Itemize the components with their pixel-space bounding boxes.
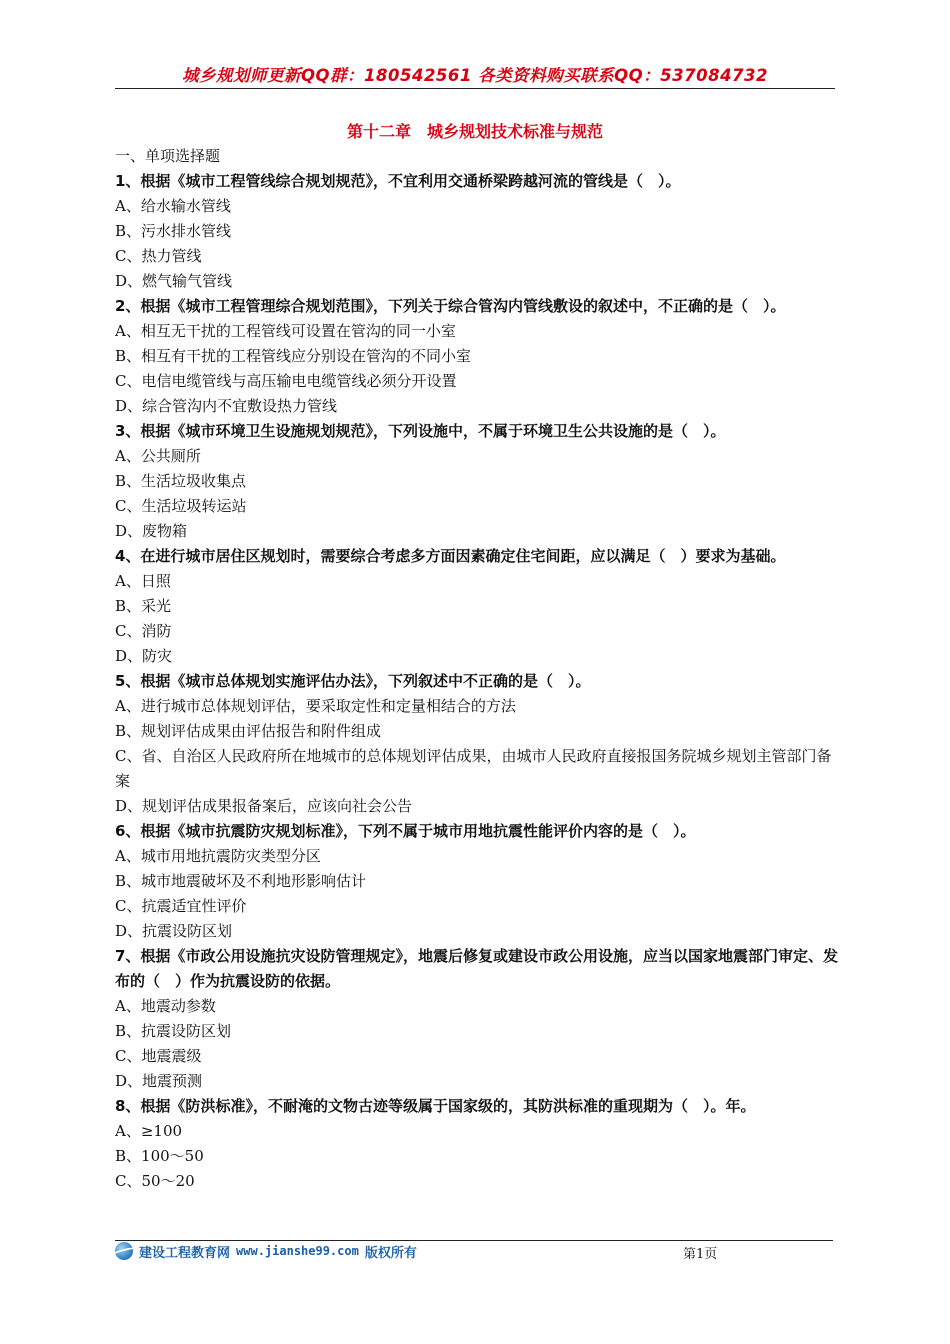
question-6: 6、根据《城市抗震防灾规划标准》，下列不属于城市用地抗震性能评价内容的是（ ）。 [115, 822, 696, 840]
footer-site-name: 建设工程教育网 [139, 1245, 231, 1261]
option-8a: A、≥100 [115, 1122, 183, 1140]
option-6d: D、抗震设防区划 [115, 922, 233, 940]
header-banner: 城乡规划师更新QQ群：180542561 各类资料购买联系QQ：537084732 [181, 66, 768, 85]
question-2: 2、根据《城市工程管理综合规划范围》，下列关于综合管沟内管线敷设的叙述中，不正确的是（ ）。 [115, 297, 786, 315]
footer-logo [115, 1240, 417, 1262]
option-6b: B、城市地震破坏及不利地形影响估计 [115, 872, 367, 890]
option-3a: A、公共厕所 [115, 447, 201, 465]
option-6a: A、城市用地抗震防灾类型分区 [115, 847, 321, 865]
option-7a: A、地震动参数 [115, 997, 216, 1015]
chapter-title: 第十二章 城乡规划技术标准与规范 [346, 122, 603, 141]
option-4d: D、防灾 [115, 647, 173, 665]
option-1d: D、燃气输气管线 [115, 272, 233, 290]
option-4c: C、消防 [115, 622, 172, 640]
option-8b: B、100～50 [115, 1147, 204, 1165]
option-6c: C、抗震适宜性评价 [115, 897, 247, 915]
question-3: 3、根据《城市环境卫生设施规划规范》，下列设施中，不属于环境卫生公共设施的是（ ）。 [115, 422, 726, 440]
option-4b: B、采光 [115, 597, 172, 615]
option-2c: C、电信电缆管线与高压输电电缆管线必须分开设置 [115, 372, 457, 390]
section-heading: 一、单项选择题 [115, 147, 221, 165]
option-2a: A、相互无干扰的工程管线可设置在管沟的同一小室 [115, 322, 456, 340]
option-2d: D、综合管沟内不宜敷设热力管线 [115, 397, 338, 415]
footer-url[interactable]: www.jianshe99.com [236, 1244, 359, 1258]
footer-divider [115, 1240, 833, 1241]
header-divider [115, 88, 835, 89]
question-5: 5、根据《城市总体规划实施评估办法》，下列叙述中不正确的是（ ）。 [115, 672, 591, 690]
option-3d: D、废物箱 [115, 522, 188, 540]
question-4: 4、在进行城市居住区规划时，需要综合考虑多方面因素确定住宅间距，应以满足（ ）要求为基础。 [115, 547, 786, 565]
option-7d: D、地震预测 [115, 1072, 203, 1090]
globe-icon [115, 1242, 133, 1260]
option-5a: A、进行城市总体规划评估，要采取定性和定量相结合的方法 [115, 697, 516, 715]
option-5c: C、省、自治区人民政府所在地城市的总体规划评估成果，由城市人民政府直接报国务院城乡规划主管部门备案 [115, 747, 832, 790]
option-3c: C、生活垃圾转运站 [115, 497, 247, 515]
option-5b: B、规划评估成果由评估报告和附件组成 [115, 722, 382, 740]
option-4a: A、日照 [115, 572, 171, 590]
page-number: 第1页 [683, 1247, 718, 1262]
option-1b: B、污水排水管线 [115, 222, 232, 240]
option-3b: B、生活垃圾收集点 [115, 472, 247, 490]
footer-rights: 版权所有 [364, 1245, 417, 1261]
question-1: 1、根据《城市工程管线综合规划规范》，不宜利用交通桥梁跨越河流的管线是（ ）。 [115, 172, 681, 190]
option-5d: D、规划评估成果报备案后，应该向社会公告 [115, 797, 413, 815]
option-1c: C、热力管线 [115, 247, 202, 265]
option-8c: C、50～20 [115, 1172, 195, 1190]
option-7b: B、抗震设防区划 [115, 1022, 232, 1040]
question-list [115, 144, 840, 1194]
option-2b: B、相互有干扰的工程管线应分别设在管沟的不同小室 [115, 347, 472, 365]
option-7c: C、地震震级 [115, 1047, 202, 1065]
question-7: 7、根据《市政公用设施抗灾设防管理规定》，地震后修复或建设市政公用设施，应当以国家地震部门审定、发布的（ ）作为抗震设防的依据。 [115, 947, 838, 990]
option-1a: A、给水输水管线 [115, 197, 231, 215]
question-8: 8、根据《防洪标准》，不耐淹的文物古迹等级属于国家级的，其防洪标准的重现期为（ ）。年。 [115, 1097, 756, 1115]
